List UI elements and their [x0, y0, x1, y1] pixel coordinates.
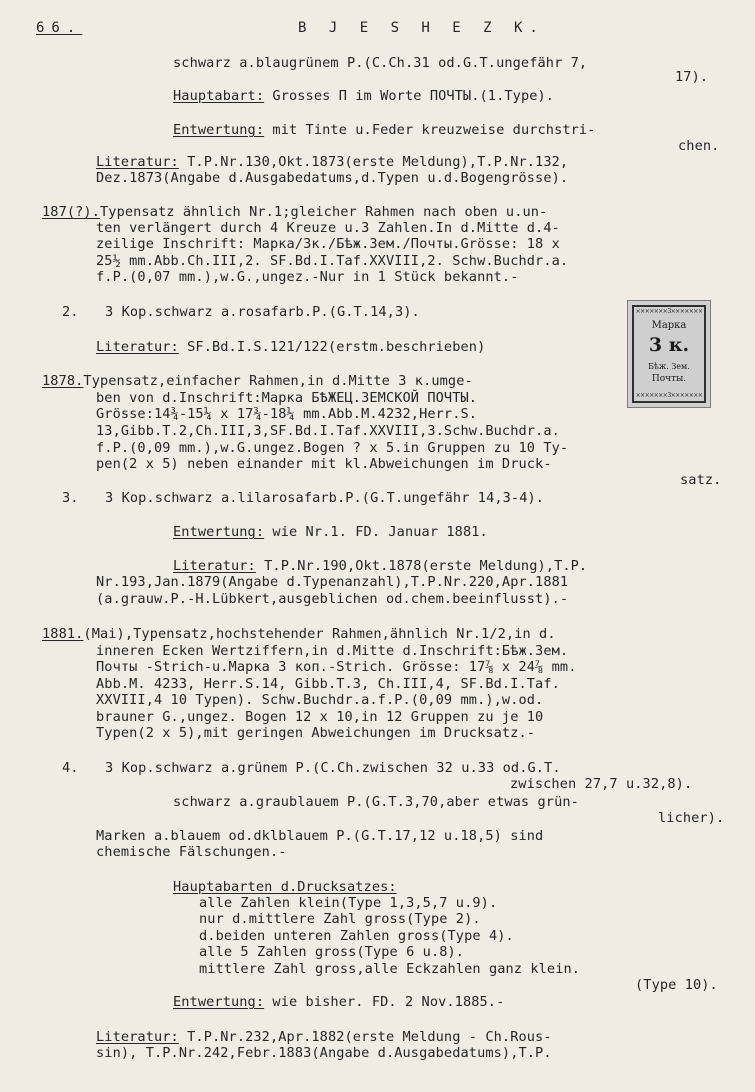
stamp-post: Почты.: [651, 374, 687, 384]
stamp-district: Бѣж. Зем.: [648, 362, 690, 371]
section-label: Entwertung:: [173, 122, 265, 138]
text-line: Literatur: T.P.Nr.130,Okt.1873(erste Meldung),T.P.Nr.132,: [96, 154, 569, 170]
text-line: XXVIII,4 10 Typen). Schw.Buchdr.a.f.P.(0,09 mm.),w.od.: [96, 692, 544, 708]
text-line: Literatur: T.P.Nr.190,Okt.1878(erste Meldung),T.P.: [173, 558, 588, 574]
text-line: Entwertung: wie Nr.1. FD. Januar 1881.: [173, 524, 488, 540]
text-line: [173, 879, 397, 895]
stamp-value: 3 к.: [648, 334, 690, 356]
text-line: nur d.mittlere Zahl gross(Type 2).: [199, 911, 481, 927]
item-number: 4.: [62, 760, 79, 776]
item-number: 2.: [62, 304, 79, 320]
text-line: chemische Fälschungen.-: [96, 844, 287, 860]
issue-year: 1881.: [42, 626, 84, 642]
text-line: Typen(2 x 5),mit geringen Abweichungen im Drucksatz.-: [96, 725, 536, 741]
section-label: Literatur:: [96, 154, 179, 170]
text-line: Literatur: T.P.Nr.232,Apr.1882(erste Meldung - Ch.Rous-: [96, 1029, 552, 1045]
text-line: satz.: [680, 472, 722, 488]
text-line: ben von d.Inschrift:Марка БѢЖЕЦ.ЗЕМСКОЙ ПОЧТЫ.: [96, 390, 478, 406]
text-line: Entwertung: wie bisher. FD. 2 Nov.1885.-: [173, 994, 505, 1010]
stamp-illustration: [627, 300, 711, 408]
text-line: chen.: [678, 138, 720, 154]
text-line: 3 Kop.schwarz a.rosafarb.P.(G.T.14,3).: [105, 304, 420, 320]
text-line: f.P.(0,07 mm.),w.G.,ungez.-Nur in 1 Stück bekannt.-: [96, 269, 519, 285]
text-line: inneren Ecken Wertziffern,in d.Mitte d.Inschrift:Бѣж.Зем.: [96, 643, 569, 659]
text-line: 187(?).Typensatz ähnlich Nr.1;gleicher Rahmen nach oben u.un-: [42, 204, 548, 220]
stamp-ornament-top: ×××××××3×××××××: [635, 308, 703, 315]
section-label: Entwertung:: [173, 524, 265, 540]
text-line: zwischen 27,7 u.32,8).: [510, 776, 693, 792]
text-line: d.beiden unteren Zahlen gross(Type 4).: [199, 928, 514, 944]
issue-year: 187(?).: [42, 204, 100, 220]
text-line: f.P.(0,09 mm.),w.G.ungez.Bogen ? x 5.in Gruppen zu 10 Ty-: [96, 440, 569, 456]
item-number: 3.: [62, 490, 79, 506]
text-line: 17).: [675, 69, 709, 85]
text-line: zeilige Inschrift: Марка/3к./Бѣж.Зем./Почты.Grösse: 18 x: [96, 236, 560, 252]
text-line: Почты -Strich-u.Марка 3 коп.-Strich. Grösse: 17⅞ x 24⅞ mm.: [96, 659, 577, 675]
text-line: 1881.(Mai),Typensatz,hochstehender Rahmen,ähnlich Nr.1/2,in d.: [42, 626, 556, 642]
text-line: Literatur: SF.Bd.I.S.121/122(erstm.beschrieben): [96, 339, 486, 355]
page-number: 66.: [36, 20, 83, 36]
text-line: 3 Kop.schwarz a.lilarosafarb.P.(G.T.ungefähr 14,3-4).: [105, 490, 545, 506]
text-line: sin), T.P.Nr.242,Febr.1883(Angabe d.Ausgabedatums),T.P.: [96, 1045, 552, 1061]
text-line: schwarz a.graublauem P.(G.T.3,70,aber etwas grün-: [173, 794, 579, 810]
section-label: Literatur:: [96, 1029, 179, 1045]
text-line: mittlere Zahl gross,alle Eckzahlen ganz klein.: [199, 961, 581, 977]
text-line: 3 Kop.schwarz a.grünem P.(C.Ch.zwischen 32 u.33 od.G.T.: [105, 760, 561, 776]
section-label: Literatur:: [173, 558, 256, 574]
text-line: Marken a.blauem od.dklblauem P.(G.T.17,12 u.18,5) sind: [96, 828, 544, 844]
text-line: (a.grauw.P.-H.Lübkert,ausgeblichen od.chem.beeinflusst).-: [96, 591, 569, 607]
text-line: Nr.193,Jan.1879(Angabe d.Typenanzahl),T.P.Nr.220,Apr.1881: [96, 574, 569, 590]
text-line: alle 5 Zahlen gross(Type 6 u.8).: [199, 944, 465, 960]
text-line: Abb.M. 4233, Herr.S.14, Gibb.T.3, Ch.III,4, SF.Bd.I.Taf.: [96, 676, 560, 692]
section-label: Hauptabarten d.Drucksatzes:: [173, 879, 397, 895]
text-line: brauner G.,ungez. Bogen 12 x 10,in 12 Gruppen zu je 10: [96, 709, 544, 725]
text-line: Grösse:14¾-15¼ x 17¾-18¼ mm.Abb.M.4232,Herr.S.: [96, 406, 478, 422]
stamp-label: Марка: [651, 320, 687, 331]
text-line: 13,Gibb.T.2,Ch.III,3,SF.Bd.I.Taf.XXVIII,3.Schw.Buchdr.a.: [96, 423, 560, 439]
text-line: licher).: [658, 810, 725, 826]
issue-year: 1878.: [42, 373, 84, 389]
text-line: ten verlängert durch 4 Kreuze u.3 Zahlen.In d.Mitte d.4-: [96, 220, 560, 236]
text-line: alle Zahlen klein(Type 1,3,5,7 u.9).: [199, 895, 498, 911]
text-line: 1878.Typensatz,einfacher Rahmen,in d.Mitte 3 к.umge-: [42, 373, 473, 389]
text-line: schwarz a.blaugrünem P.(C.Ch.31 od.G.T.ungefähr 7,: [173, 55, 588, 71]
text-line: Dez.1873(Angabe d.Ausgabedatums,d.Typen u.d.Bogengrösse).: [96, 170, 569, 186]
section-label: Entwertung:: [173, 994, 265, 1010]
section-label: Literatur:: [96, 339, 179, 355]
text-line: Hauptabart: Grosses П im Worte ПОЧТЫ.(1.Type).: [173, 88, 555, 104]
text-line: 25½ mm.Abb.Ch.III,2. SF.Bd.I.Taf.XXVIII,2. Schw.Buchdr.a.: [96, 253, 569, 269]
page-title: B J E S H E Z K.: [298, 20, 545, 36]
section-label: Hauptabart:: [173, 88, 265, 104]
text-line: Entwertung: mit Tinte u.Feder kreuzweise durchstri-: [173, 122, 596, 138]
text-line: (Type 10).: [635, 977, 718, 993]
text-line: pen(2 x 5) neben einander mit kl.Abweichungen im Druck-: [96, 456, 552, 472]
stamp-ornament-bottom: ×××××××3×××××××: [635, 392, 703, 399]
